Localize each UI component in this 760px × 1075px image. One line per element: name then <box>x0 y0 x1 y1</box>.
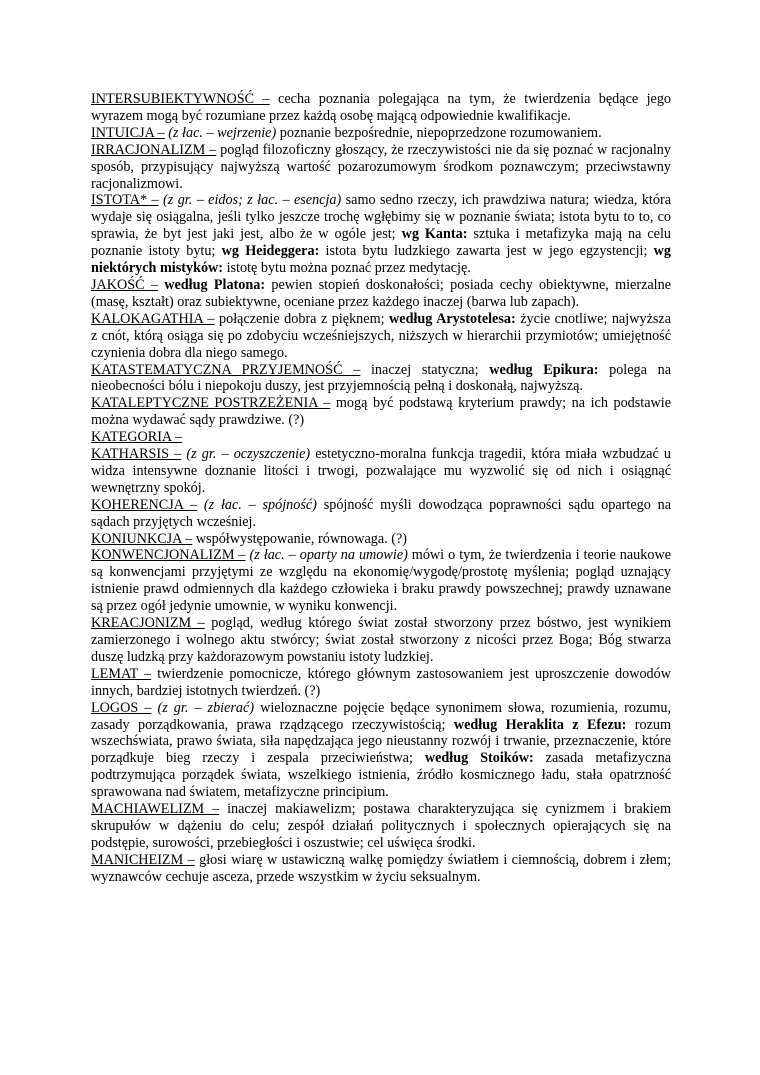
entry-term: LEMAT – <box>91 665 152 682</box>
entry-etymology: (z łac. – spójność) <box>197 496 317 513</box>
glossary-entry <box>91 91 671 125</box>
entry-term: KOHERENCJA – <box>91 496 198 513</box>
entry-etymology: (z gr. – oczyszczenie) <box>181 446 311 463</box>
entry-text: istota bytu ludzkiego zawarta jest w jego egzystencji; <box>319 243 654 260</box>
entry-author-label: według Arystotelesa: <box>389 310 516 327</box>
entry-etymology: (z gr. – zbierać) <box>151 699 255 716</box>
glossary-entry <box>91 362 671 396</box>
entry-author-label: według Epikura: <box>489 361 599 378</box>
entry-text: połączenie dobra z pięknem; <box>214 310 390 327</box>
glossary-entry <box>91 497 671 531</box>
glossary-entry <box>91 700 671 801</box>
entry-text: życie cnotliwe; najwyższa z cnót, którą osiąga się po zdobyciu wcześniejszych, niższych w hierarchii przymiotów; umiejętność czynienia dobra dla niego samego. <box>91 310 671 361</box>
glossary-entry <box>91 801 671 852</box>
glossary-entry <box>91 531 671 548</box>
entry-text: estetyczno-moralna funkcja tragedii, która miała wzbudzać u widza intensywne doznanie litości i trwogi, pozwalające mu wyzwolić się od nich i osiągnąć wewnętrzny spokój. <box>91 446 671 496</box>
entry-term: ISTOTA* – <box>91 192 159 209</box>
entry-text: inaczej statyczna; <box>360 361 490 378</box>
glossary-entry <box>91 142 671 193</box>
entry-text: wieloznaczne pojęcie będące synonimem słowa, rozumienia, rozumu, zasady porządkowania, prawa rządzącego rzeczywistością; <box>91 699 671 733</box>
entry-text: spójność myśli dowodząca poprawności sądu opartego na sądach przyjętych wcześniej. <box>91 496 671 530</box>
entry-text: poznanie bezpośrednie, niepoprzedzone rozumowaniem. <box>276 124 602 141</box>
document-page <box>91 91 671 886</box>
entry-text: rozum wszechświata, prawo świata, siła napędzająca jego nieustanny rozwój i trwanie, przeznaczenie, które porządkuje bieg rzeczy i zespala przeciwieństwa; <box>91 716 671 767</box>
entry-term: KONWENCJONALIZM – <box>91 547 246 564</box>
entry-author-label: wg niektórych mistyków: <box>91 243 672 277</box>
entry-text: inaczej makiawelizm; postawa charakteryzująca się cynizmem i brakiem skrupułów w dążeniu do celu; zespół działań politycznych i społecznych opierających się na podstępie, surowości, przebiegłości i oszustwie; cel uświęca środki. <box>91 801 671 851</box>
glossary-entry <box>91 311 671 362</box>
entry-text: pogląd, według którego świat został stworzony przez bóstwo, jest wynikiem zamierzonego i wolnego aktu stwórcy; świat został stworzony z nicości przez Boga; Bóg stwarza duszę ludzką przy każdorazowym powstaniu istoty ludzkiej. <box>91 615 671 665</box>
entry-term: IRRACJONALIZM – <box>91 141 217 158</box>
entry-text: głosi wiarę w ustawiczną walkę pomiędzy światłem i ciemnością, dobrem i złem; wyznawców cechuje asceza, przede wszystkim w życiu seksualnym. <box>91 851 672 885</box>
glossary-entry <box>91 429 671 446</box>
glossary-entry <box>91 615 671 666</box>
entry-text: twierdzenie pomocnicze, którego głównym zastosowaniem jest uproszczenie dowodów innych, bardziej istotnych twierdzeń. (?) <box>91 665 671 699</box>
entry-etymology: (z łac. – wejrzenie) <box>164 124 277 141</box>
entry-text: sztuka i metafizyka mają na celu poznanie istoty bytu; <box>91 226 672 260</box>
entry-term: MACHIAWELIZM – <box>91 801 220 818</box>
entry-etymology: (z łac. – oparty na umowie) <box>245 547 408 564</box>
glossary-entry <box>91 666 671 700</box>
entry-term: MANICHEIZM – <box>91 851 195 868</box>
entry-term: KATASTEMATYCZNA PRZYJEMNOŚĆ – <box>91 361 361 378</box>
entry-text: współwystępowanie, równowaga. (?) <box>192 530 408 547</box>
entry-author-label: wg Kanta: <box>401 226 468 243</box>
entry-text: mogą być podstawą kryterium prawdy; na ich podstawie można wydawać sądy prawdziwe. (?) <box>91 395 672 429</box>
entry-text: pewien stopień doskonałości; posiada cechy obiektywne, mierzalne (masę, kształt) oraz subiektywne, oceniane przez każdego inaczej (barwa lub zapach). <box>91 276 671 310</box>
entry-term: KONIUNKCJA – <box>91 530 193 547</box>
entry-term: KALOKAGATHIA – <box>91 310 215 327</box>
entry-term: JAKOŚĆ – <box>91 276 158 293</box>
entry-term: KATALEPTYCZNE POSTRZEŻENIA – <box>91 395 331 412</box>
entry-text: mówi o tym, że twierdzenia i teorie naukowe są konwencjami przyjętymi ze względu na ekonomię/wygodę/prostotę myślenia; pogląd uznający istnienie prawd odmiennych dla każdego człowieka i braku prawdy powszechnej; prawdy uznawane są przez ogół jedynie umownie, w wyniku konwencji. <box>91 547 672 615</box>
glossary-entry <box>91 446 671 497</box>
entry-term: INTERSUBIEKTYWNOŚĆ – <box>91 91 270 107</box>
entry-etymology: (z gr. – eidos; z łac. – esencja) <box>158 192 342 209</box>
glossary-entry <box>91 547 671 615</box>
entry-text: istotę bytu można poznać przez medytację. <box>223 260 471 277</box>
entry-term: LOGOS – <box>91 699 152 716</box>
entry-author-label: wg Heideggera: <box>221 243 320 260</box>
glossary-entry <box>91 395 671 429</box>
entry-author-label: według Platona: <box>164 276 266 293</box>
entry-text: polega na nieobecności bólu i niepokoju duszy, jest przyjemnością pełną i doskonałą, najwyższą. <box>91 361 672 395</box>
glossary-entry <box>91 852 671 886</box>
entry-term: INTUICJA – <box>91 124 165 141</box>
entry-term: KATHARSIS – <box>91 446 182 463</box>
entry-author-label: według Heraklita z Efezu: <box>453 716 627 733</box>
entry-text: zasada metafizyczna podtrzymująca porządek świata, wszelkiego istnienia, źródło kosmicznego ładu, stała opatrzność sprawowana nad światem, metafizyczne principium. <box>91 750 672 801</box>
entry-text: samo sedno rzeczy, ich prawdziwa natura; wiedza, która wydaje się osiągalna, jeśli tylko jeszcze trochę wgłębimy się w poznanie świata; istota bytu to to, co sprawia, że byt jest jaki jest, albo że w ogóle jest; <box>91 192 671 243</box>
entry-term: KATEGORIA – <box>91 429 183 446</box>
glossary-entry <box>91 125 671 142</box>
glossary-entry <box>91 277 671 311</box>
entry-term: KREACJONIZM – <box>91 615 205 632</box>
entry-text: cecha poznania polegająca na tym, że twierdzenia będące jego wyrazem mogą być rozumiane przez każdą osobę mającą odpowiednie kwalifikacje. <box>91 91 672 124</box>
entry-author-label: według Stoików: <box>424 750 534 767</box>
entry-text: pogląd filozoficzny głoszący, że rzeczywistości nie da się poznać w racjonalny sposób, przypisujący najwyższą wartość pozarozumowym środkom poznawczym; przeciwstawny racjonalizmowi. <box>91 141 671 192</box>
glossary-entry <box>91 192 671 277</box>
